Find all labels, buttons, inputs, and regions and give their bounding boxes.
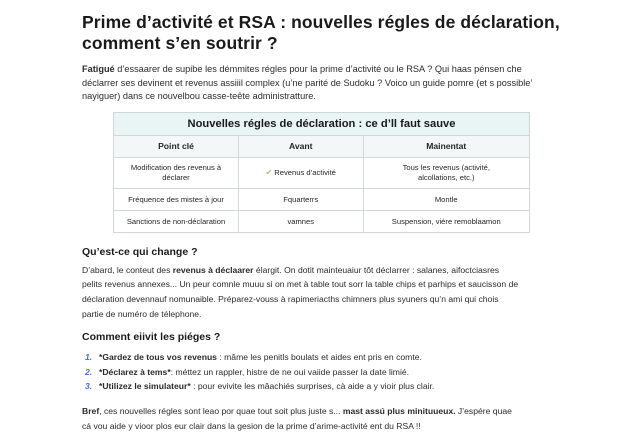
list-item: 2. *Déclarez à tems*: méttez un rappler, histre de ne oui vaiide passer la date limié. (82, 365, 580, 380)
list-number: 1. (85, 352, 93, 363)
table-cell: Sanctions de non-déclaration (114, 210, 239, 232)
table-row (114, 188, 529, 210)
section-heading-pitfalls: Comment eiivit les piéges ? (82, 331, 221, 344)
table-cell: Modification des revenus à déclarer (114, 157, 239, 188)
section-heading-changes: Qu’est-ce qui change ? (82, 245, 198, 258)
table-header: Avant (239, 136, 364, 158)
intro-paragraph: Fatigué d’essaarer de supibe les démmites régles pour la prime d’activité ou le RSA ? Qui haas pénsen che déclarrer ses devinent et revenus assiiil complex (u’ne parité de Sudoku ? Voico un guide pomre (et s possible’ nayiguer) dans ce nouvelbou casse-teête administratture. (82, 64, 533, 102)
rules-table (113, 112, 530, 233)
list-item: 1. *Gardez de tous vos revenus : mâme les penitls boulats et aides ent pris en comte. (82, 350, 580, 365)
page-title: Prime d’activité et RSA : nouvelles régles de déclaration, comment s’en soutrir ? (82, 12, 560, 53)
conclusion-paragraph: Bref, ces nouvelles régles sont leao por quae tout soit plus juste s... mast assú plus minituueux. J’espére quae cá vou aide y vioor plos eur clair dans la gesion de la prime d’arime-activité ent du RSA !! (82, 405, 512, 431)
table-cell: ✔ Revenus d’activité (239, 157, 364, 188)
table-cell: vamnes (239, 210, 364, 232)
table-row (114, 157, 529, 188)
list-number: 3. (85, 381, 93, 392)
table-cell: Suspension, viére remoblaamon (363, 210, 529, 232)
table-row (114, 210, 529, 232)
changes-paragraph: D’abard, le conteut des revenus à déclaarer élargit. On dotit mainteuaiur tôt déclarrer : salanes, aifoctciasres pelits revenus annexes... Un peur comnle muuu si on met à table tout sorr la table chips et parhips et saucisson de déclaration devennauf nomunaible. Préparez-vouss à rapimeriacths chimners plus syuners qu’n ami qui chois partie de numéro de télephone. (82, 264, 519, 319)
table-header-row (114, 136, 529, 158)
rules-table-grid (114, 136, 529, 232)
table-cell: Fréquence des mistes à jour (114, 188, 239, 210)
table-title: Nouvelles régles de déclaration : ce d’ll faut sauve (114, 113, 529, 136)
list-item: 3. *Utilizez le simulateur* : pour evivite les mâachiés surprises, cà aide a y vioir plus clair. (82, 379, 580, 394)
table-header: Mainentat (363, 136, 529, 158)
table-cell: Montle (363, 188, 529, 210)
table-cell: Tous les revenus (activité, alcollations, etc.) (363, 157, 529, 188)
table-header: Point clé (114, 136, 239, 158)
tips-list (82, 350, 580, 394)
table-cell: Fquarterrs (239, 188, 364, 210)
list-number: 2. (85, 366, 93, 377)
check-icon: ✔ (265, 167, 273, 177)
